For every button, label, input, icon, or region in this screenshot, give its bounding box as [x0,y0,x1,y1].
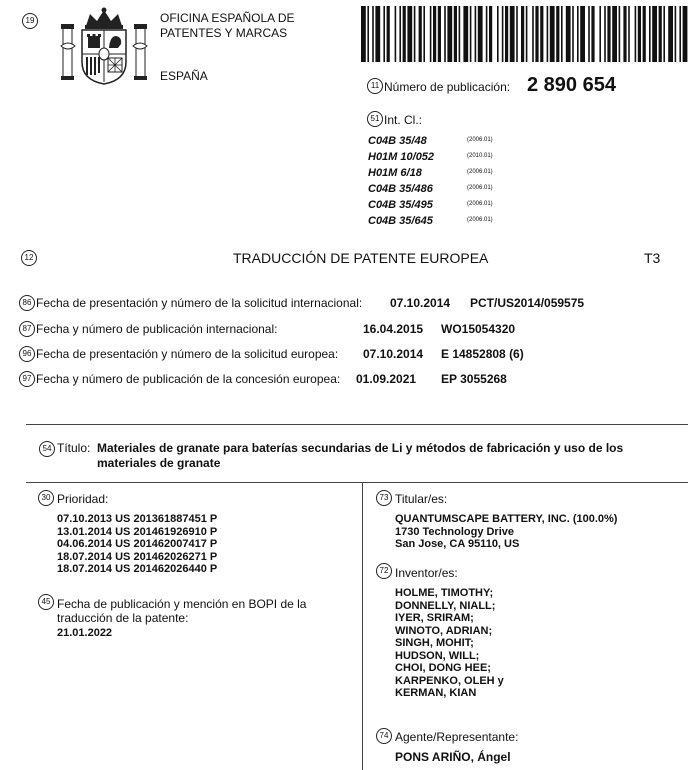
int-cl-version: (2006.01) [467,201,493,207]
inid-code-73: 73 [376,490,392,506]
inid-code-74: 74 [376,728,392,744]
inid-code-45: 45 [38,594,54,610]
date-row [36,322,686,340]
int-cl-code: C04B 35/48 [368,135,427,147]
int-cl-code: C04B 35/495 [368,199,433,211]
inid-code-86: 86 [19,295,35,311]
inid-code-11: 11 [367,78,383,94]
inid-code-30: 30 [38,490,54,506]
office-name-line2: PATENTES Y MARCAS [160,26,288,40]
date-row-date: 16.04.2015 [363,322,424,336]
holder-address-line1: 1730 Technology Drive [395,525,515,538]
date-row-label: Fecha y número de publicación internacional: [36,322,278,336]
date-row-number: PCT/US2014/059575 [470,296,585,310]
int-cl-version: (2006.01) [467,185,493,191]
priority-item: 13.01.2014 US 201461926910 P [57,525,218,538]
inid-code-12: 12 [21,250,37,266]
divider-line [26,424,688,425]
inventor-item: IYER, SRIRAM; [395,612,474,624]
inid-code-19: 19 [22,13,38,29]
patent-title [97,441,623,471]
date-row-date: 07.10.2014 [363,347,424,361]
inventor-item: CHOI, DONG HEE; [395,662,491,674]
int-cl-code: C04B 35/645 [368,215,433,227]
priority-list [57,513,217,576]
date-row-number: WO15054320 [441,322,516,336]
date-row-date: 07.10.2014 [390,296,451,310]
inventor-item: HUDSON, WILL; [395,649,480,662]
inid-code-87: 87 [19,321,35,337]
date-row-label: Fecha de presentación y número de la solicitud internacional: [36,296,363,310]
inid-code-51: 51 [367,111,383,127]
document-kind-code: T3 [644,250,661,266]
patent-title-line2: materiales de granate [97,456,221,470]
priority-label: Prioridad: [57,492,109,506]
inventor-item: KARPENKO, OLEH y [395,674,504,687]
int-cl-version: (2006.01) [467,169,493,175]
coat-of-arms-emblem [58,6,150,86]
box-top-line [26,482,688,483]
int-cl-label: Int. Cl.: [384,113,423,127]
priority-item: 18.07.2014 US 201462026271 P [57,550,218,563]
date-row [36,372,686,390]
inventor-item: WINOTO, ADRIAN; [395,624,493,637]
bopi-label-line2: traducción de la patente: [57,611,189,625]
bopi-date: 21.01.2022 [57,627,113,639]
publication-number: 2 890 654 [527,74,616,96]
inid-code-72: 72 [376,563,392,579]
office-name [160,11,294,41]
date-row-label: Fecha de presentación y número de la solicitud europea: [36,347,339,361]
inid-code-54: 54 [39,441,55,457]
inventor-item: DONNELLY, NIALL; [395,599,496,612]
date-row-date: 01.09.2021 [356,372,417,386]
int-cl-version: (2006.01) [467,217,493,223]
inid-code-97: 97 [19,371,35,387]
date-row [36,296,686,314]
inventor-item: SINGH, MOHIT; [395,637,474,649]
date-row-label: Fecha y número de publicación de la concesión europea: [36,372,341,386]
inventors-label: Inventor/es: [395,566,458,580]
document-type-heading: TRADUCCIÓN DE PATENTE EUROPEA [233,250,489,266]
publication-number-label: Número de publicación: [384,80,511,94]
int-cl-version: (2010.01) [467,153,493,159]
priority-item: 04.06.2014 US 201462007417 P [57,538,218,550]
inid-code-96: 96 [19,346,35,362]
holder-address-line2: San Jose, CA 95110, US [395,538,520,550]
bopi-label-line1: Fecha de publicación y mención en BOPI de la [57,597,307,611]
date-row [36,347,686,365]
priority-item: 07.10.2013 US 201361887451 P [57,513,218,525]
int-cl-code: C04B 35/486 [368,183,433,195]
int-cl-code: H01M 10/052 [368,151,435,163]
barcode [361,6,691,62]
agent-name: PONS ARIÑO, Ángel [395,750,511,764]
agent-label: Agente/Representante: [395,730,519,744]
priority-item: 18.07.2014 US 201462026440 P [57,563,218,575]
inventor-item: HOLME, TIMOTHY; [395,587,494,599]
int-cl-code: H01M 6/18 [368,167,422,179]
title-label: Título: [57,441,91,455]
country-name: ESPAÑA [160,69,208,83]
office-name-line1: OFICINA ESPAÑOLA DE [160,11,295,25]
date-row-number: E 14852808 (6) [441,347,524,361]
inventor-item: KERMAN, KIAN [395,687,477,699]
int-cl-version: (2006.01) [467,137,493,143]
holder-name: QUANTUMSCAPE BATTERY, INC. (100.0%) [395,513,618,525]
box-divider-line [362,482,363,770]
date-row-number: EP 3055268 [441,372,507,386]
inventor-list [395,587,504,700]
holder-details [395,513,617,551]
holder-label: Titular/es: [395,492,448,506]
patent-title-line1: Materiales de granate para baterías secundarias de Li y métodos de fabricación y uso de los [97,441,624,455]
bopi-label [57,597,306,625]
